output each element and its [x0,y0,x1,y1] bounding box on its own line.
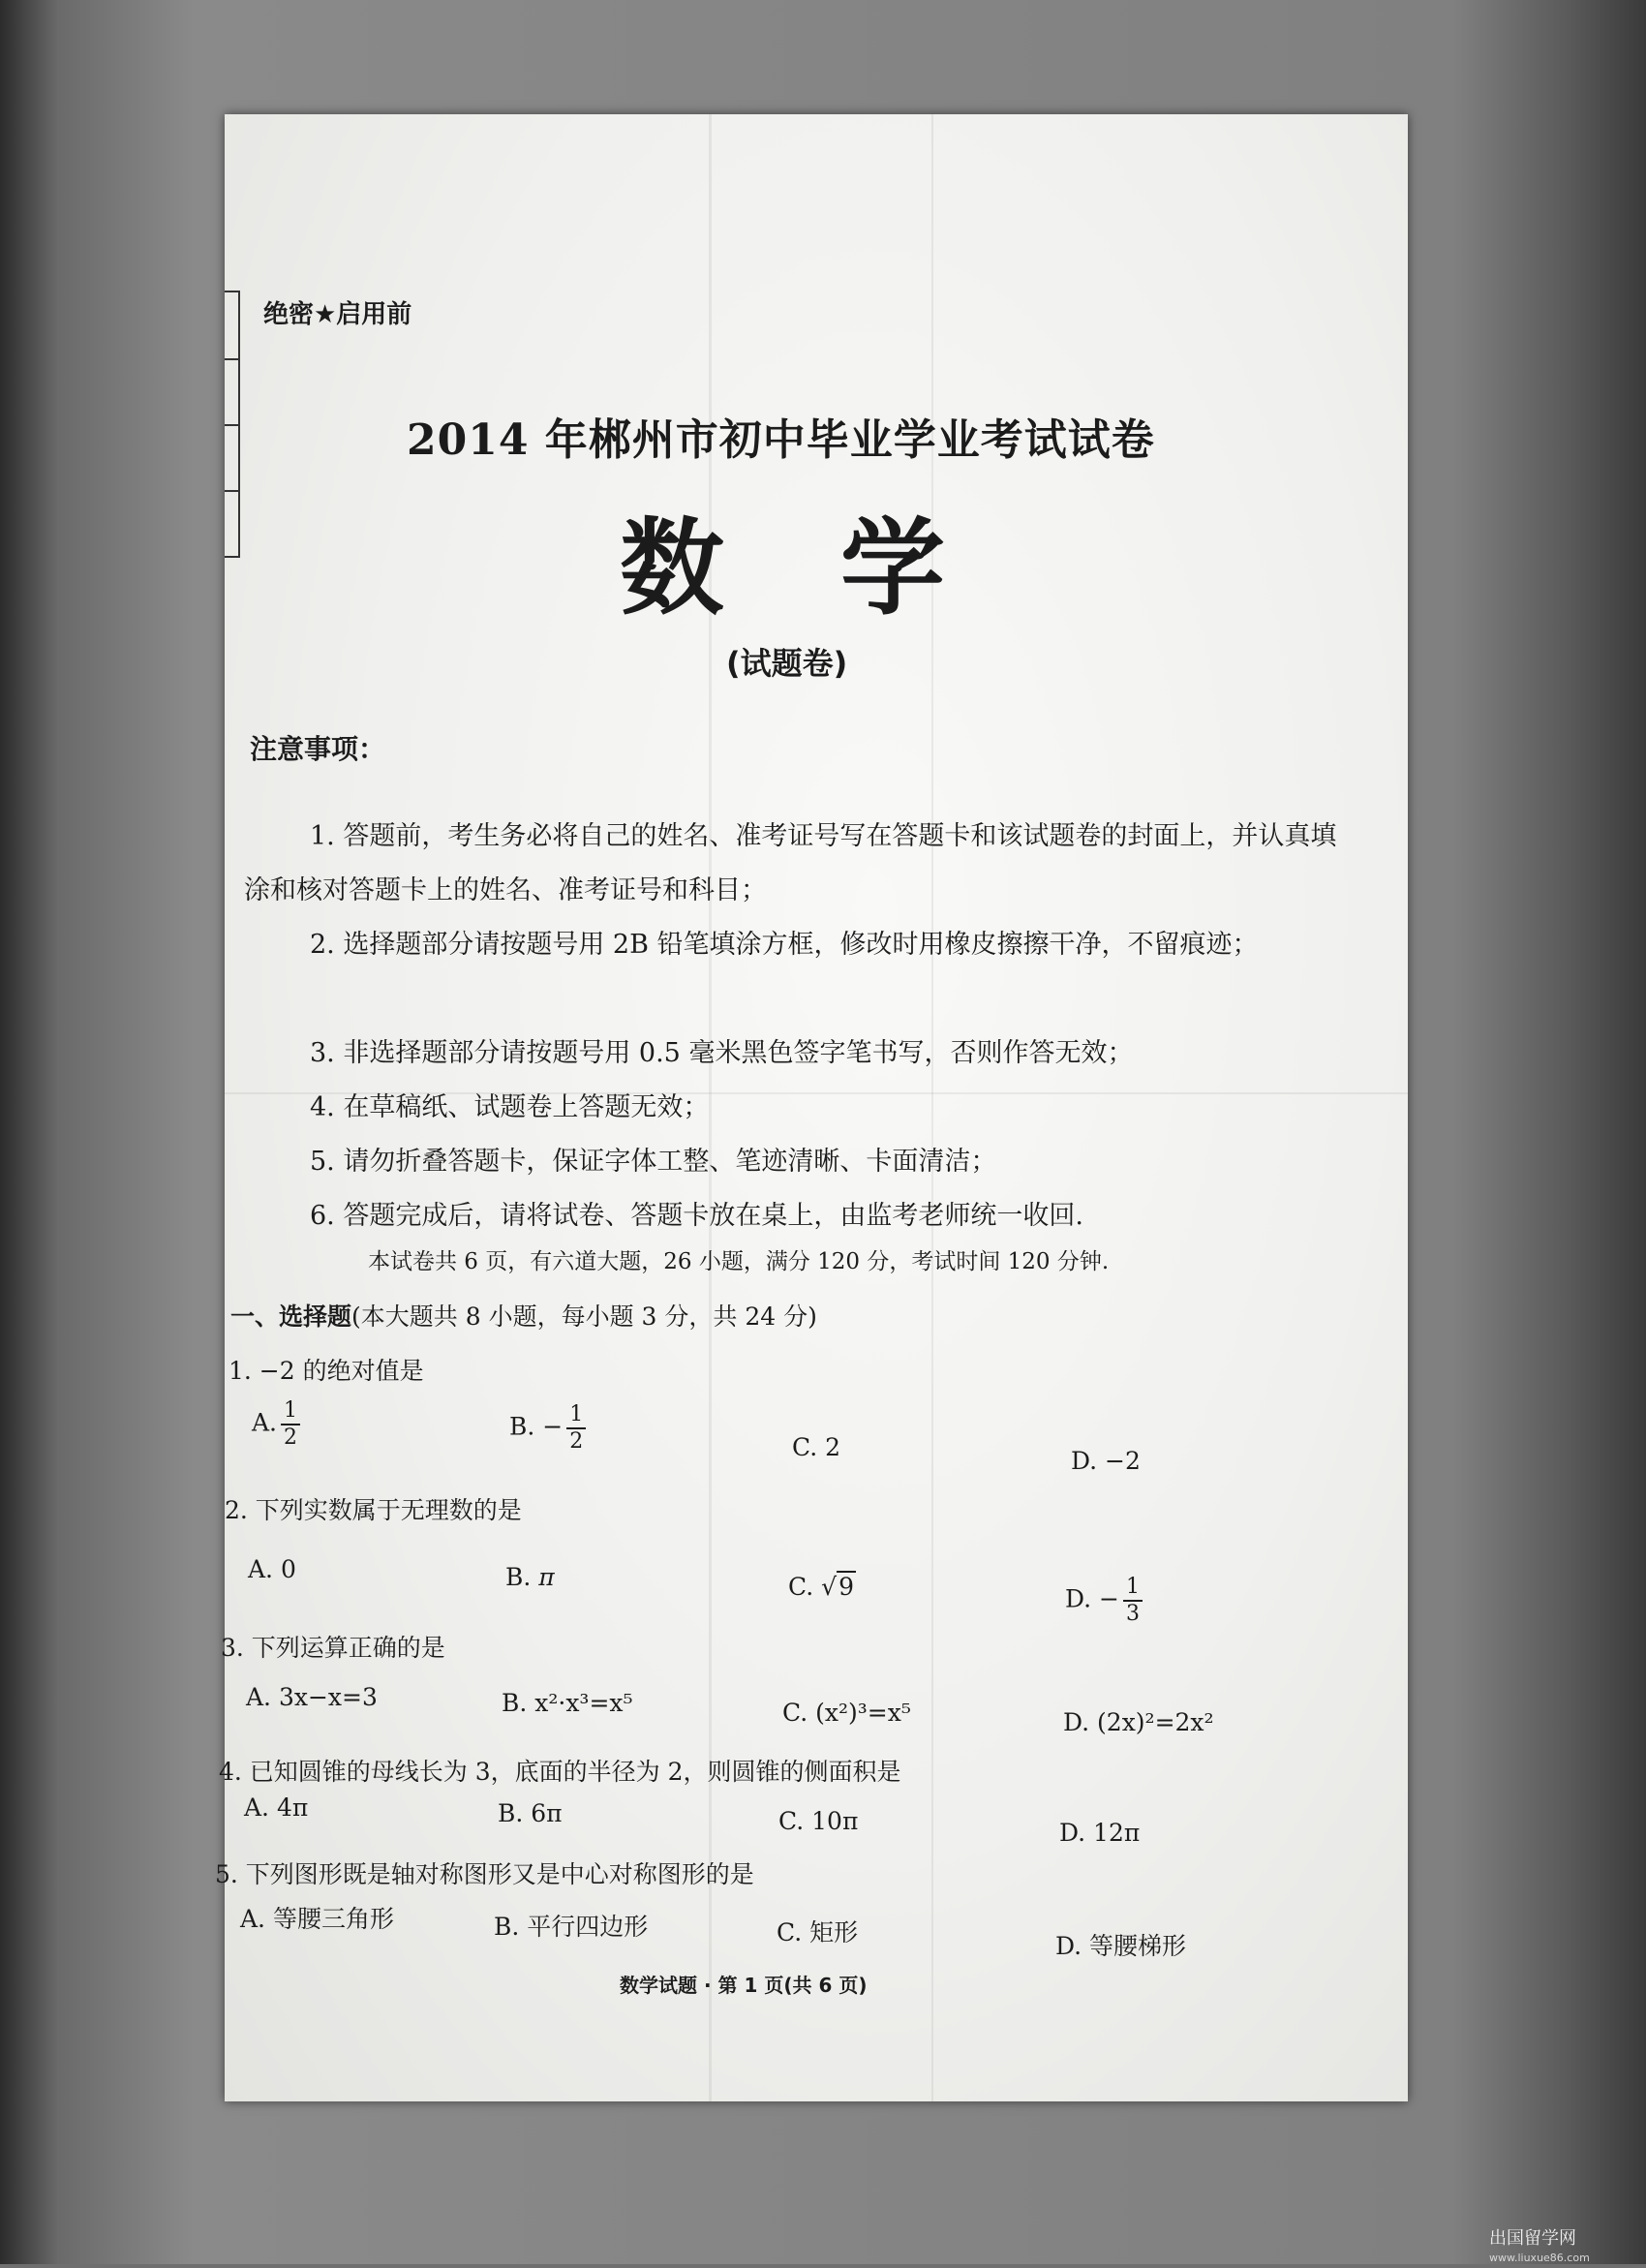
question-1-option-d: D. −2 [1071,1447,1141,1475]
notice-item-4: 4. 在草稿纸、试题卷上答题无效； [310,1092,710,1122]
question-5-stem: 5. 下列图形既是轴对称图形又是中心对称图形的是 [215,1860,754,1888]
question-2-stem: 2. 下列实数属于无理数的是 [225,1496,522,1524]
site-watermark [1489,2229,1590,2268]
section-note: (本大题共 8 小题，每小题 3 分，共 24 分) [351,1303,817,1331]
question-3-stem: 3. 下列运算正确的是 [221,1634,445,1662]
question-2-option-b: B. π [505,1563,555,1591]
question-2-option-a: A. 0 [248,1555,296,1583]
subject-title: 数学 [620,508,1062,629]
question-4-stem: 4. 已知圆锥的母线长为 3，底面的半径为 2，则圆锥的侧面积是 [219,1758,901,1786]
notice-item-6: 6. 答题完成后，请将试卷、答题卡放在桌上，由监考老师统一收回. [310,1201,1083,1231]
exam-title: 2014 年郴州市初中毕业学业考试试卷 [407,415,1155,465]
notice-item-2: 2. 选择题部分请按题号用 2B 铅笔填涂方框，修改时用橡皮擦擦干净，不留痕迹； [310,930,1259,960]
question-1-option-c: C. 2 [792,1433,841,1461]
question-5-option-b: B. 平行四边形 [494,1913,649,1941]
question-5-option-c: C. 矩形 [777,1918,859,1946]
question-4-option-a: A. 4π [244,1793,309,1822]
question-3-option-b: B. x²·x³=x⁵ [502,1689,633,1717]
question-1-option-b: B. − $\frac{1}{2}$ [509,1402,586,1455]
section-title: 一、选择题 [230,1303,352,1331]
notice-item-5: 5. 请勿折叠答题卡，保证字体工整、笔迹清晰、卡面清洁； [310,1147,997,1177]
question-3-option-a: A. 3x−x=3 [246,1683,378,1711]
notice-item-1: 1. 答题前，考生务必将自己的姓名、准考证号写在答题卡和该试题卷的封面上，并认真填涂和核对答题卡上的姓名、准考证号和科目； [244,821,1337,905]
question-2-option-c: C. √9 [788,1573,854,1601]
question-1-stem: 1. −2 的绝对值是 [229,1357,424,1385]
section-heading [230,1298,817,1333]
watermark-url: www.liuxue86.com [1489,2252,1590,2264]
question-4-option-b: B. 6π [498,1799,563,1827]
question-2-option-d: D. − $\frac{1}{3}$ [1065,1575,1143,1627]
binding-line-box [225,291,240,558]
secret-label: 绝密★启用前 [263,300,412,329]
question-5-option-d: D. 等腰梯形 [1055,1932,1187,1960]
question-3-option-c: C. (x²)³=x⁵ [782,1699,911,1727]
question-3-option-d: D. (2x)²=2x² [1063,1708,1214,1736]
notice-item-3: 3. 非选择题部分请按题号用 0.5 毫米黑色签字笔书写，否则作答无效； [310,1038,1134,1068]
question-4-option-c: C. 10π [778,1807,859,1835]
paper-type-label: (试题卷) [726,645,848,682]
exam-summary: 本试卷共 6 页，有六道大题，26 小题，满分 120 分，考试时间 120 分钟. [368,1249,1110,1274]
question-5-option-a: A. 等腰三角形 [240,1905,394,1933]
watermark-brand: 出国留学网 [1489,2228,1576,2249]
notice-heading: 注意事项： [250,733,386,765]
page-footer: 数学试题 · 第 1 页(共 6 页) [620,1974,868,1997]
question-4-option-d: D. 12π [1059,1819,1141,1847]
question-1-option-a: A. $\frac{1}{2}$ [252,1398,300,1451]
